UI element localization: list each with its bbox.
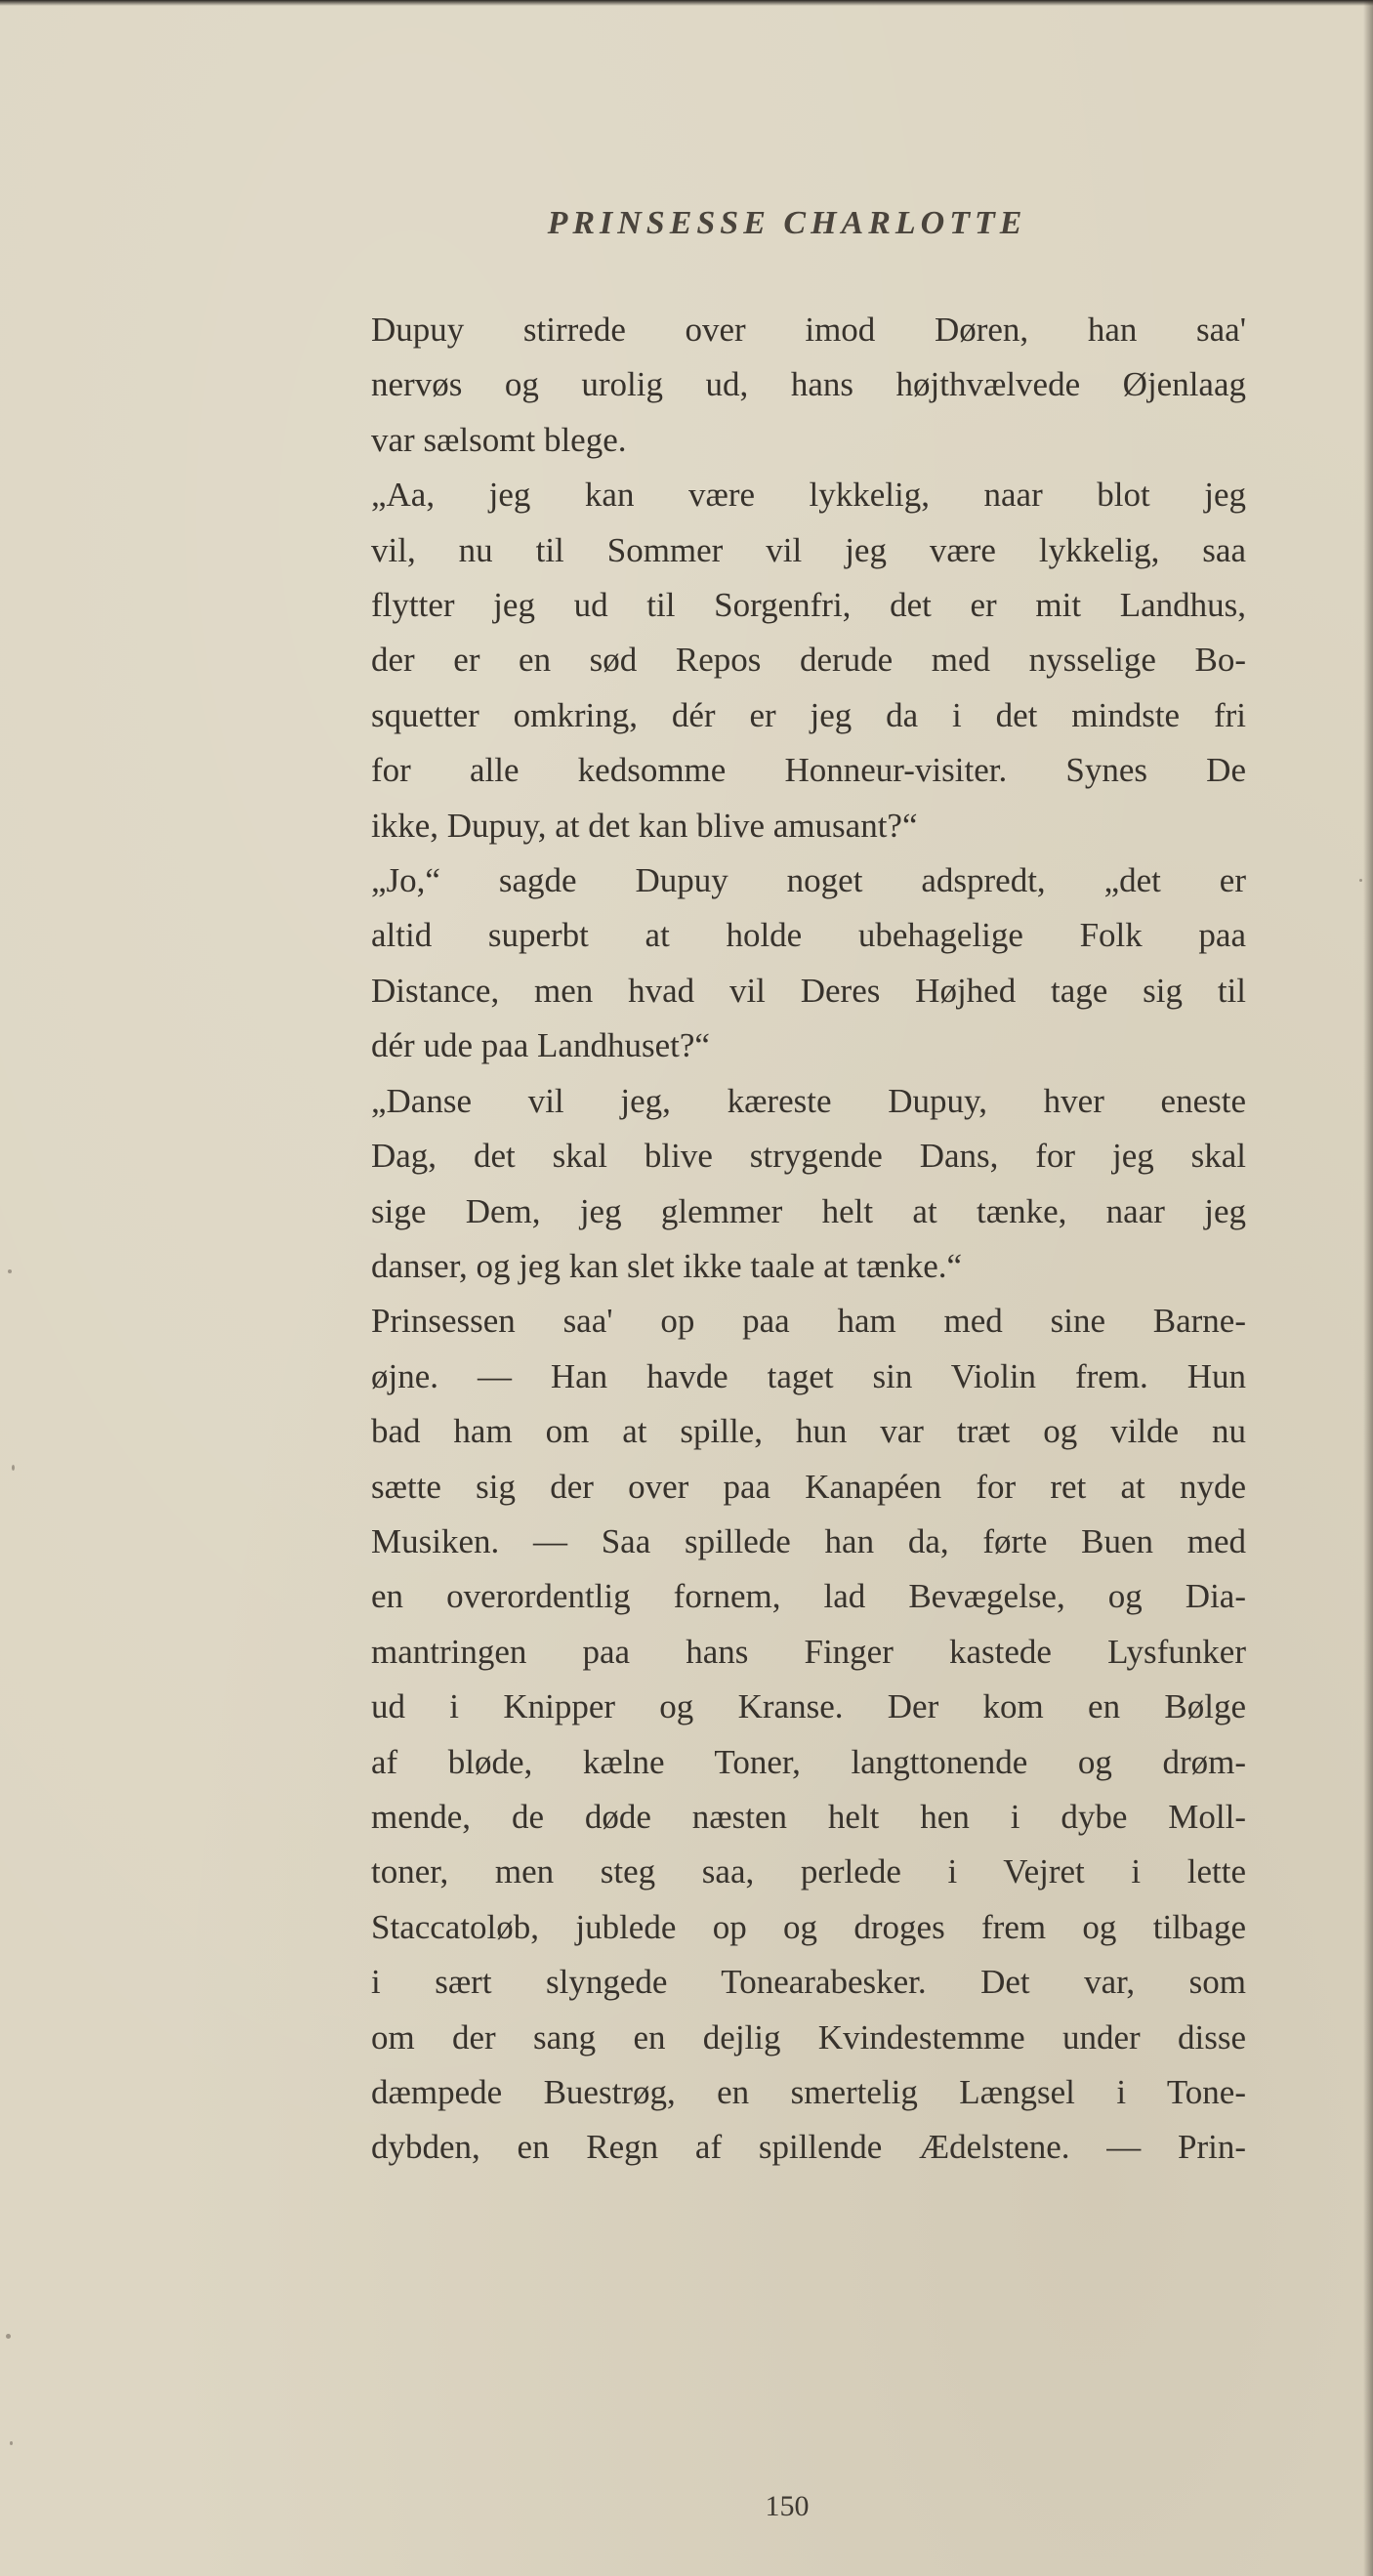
text-line: vil, nu til Sommer vil jeg være lykkelig, saa xyxy=(371,530,1246,569)
text-line: i sært slyngede Tonearabesker. Det var, som xyxy=(371,1963,1246,2002)
text-line: squetter omkring, dér er jeg da i det mindste fri xyxy=(371,695,1246,734)
text-line: Distance, men hvad vil Deres Højhed tage sig til xyxy=(371,971,1246,1010)
text-line: altid superbt at holde ubehagelige Folk paa xyxy=(371,916,1246,955)
paragraph xyxy=(328,1074,1246,1295)
text-line: mantringen paa hans Finger kastede Lysfunker xyxy=(371,1632,1246,1671)
text-line: om der sang en dejlig Kvindestemme under disse xyxy=(371,2017,1246,2057)
text-line: var sælsomt blege. xyxy=(371,420,627,459)
text-line: dér ude paa Landhuset?“ xyxy=(371,1026,710,1065)
text-line: Prinsessen saa' op paa ham med sine Barne- xyxy=(371,1302,1246,1341)
text-line: flytter jeg ud til Sorgenfri, det er mit Landhus, xyxy=(371,586,1246,625)
text-line: Staccatoløb, jublede op og droges frem og tilbage xyxy=(371,1907,1246,1946)
book-page xyxy=(328,205,1246,2522)
text-line: „Danse vil jeg, kæreste Dupuy, hver eneste xyxy=(371,1081,1246,1120)
text-line: „Aa, jeg kan være lykkelig, naar blot jeg xyxy=(371,476,1246,515)
text-line: mende, de døde næsten helt hen i dybe Moll- xyxy=(371,1797,1246,1836)
paragraph xyxy=(328,303,1246,468)
text-line: sætte sig der over paa Kanapéen for ret at nyde xyxy=(371,1467,1246,1506)
scan-edge-right xyxy=(1363,0,1373,2576)
running-head: PRINSESSE CHARLOTTE xyxy=(547,205,1027,241)
text-line: ikke, Dupuy, at det kan blive amusant?“ xyxy=(371,806,918,845)
text-line: bad ham om at spille, hun var træt og vilde nu xyxy=(371,1412,1246,1451)
text-line: Dupuy stirrede over imod Døren, han saa' xyxy=(371,311,1246,349)
text-line: Musiken. — Saa spillede han da, førte Buen med xyxy=(371,1521,1246,1560)
text-line: nervøs og urolig ud, hans højthvælvede Øjenlaag xyxy=(371,365,1246,404)
text-line: Dag, det skal blive strygende Dans, for jeg skal xyxy=(371,1137,1246,1176)
text-line: af bløde, kælne Toner, langttonende og drøm- xyxy=(371,1742,1246,1781)
text-line: øjne. — Han havde taget sin Violin frem. Hun xyxy=(371,1356,1246,1395)
page-number: 150 xyxy=(765,2490,810,2522)
paragraph xyxy=(328,1294,1246,2176)
text-line: dybden, en Regn af spillende Ædelstene. — Prin- xyxy=(371,2128,1246,2167)
text-line: dæmpede Buestrøg, en smertelig Længsel i Tone- xyxy=(371,2073,1246,2111)
text-line: ud i Knipper og Kranse. Der kom en Bølge xyxy=(371,1687,1246,1726)
paragraph xyxy=(328,853,1246,1074)
text-line: for alle kedsomme Honneur-visiter. Synes De xyxy=(371,751,1246,790)
paragraph xyxy=(328,468,1246,853)
body-text xyxy=(328,303,1246,2176)
text-line: toner, men steg saa, perlede i Vejret i lette xyxy=(371,1852,1246,1891)
text-line: en overordentlig fornem, lad Bevægelse, og Dia- xyxy=(371,1577,1246,1616)
scan-edge-top xyxy=(0,0,1373,6)
text-line: der er en sød Repos derude med nysselige Bo- xyxy=(371,641,1246,680)
text-line: danser, og jeg kan slet ikke taale at tænke.“ xyxy=(371,1246,963,1285)
text-line: sige Dem, jeg glemmer helt at tænke, naar jeg xyxy=(371,1191,1246,1230)
text-line: „Jo,“ sagde Dupuy noget adspredt, „det er xyxy=(371,861,1246,900)
